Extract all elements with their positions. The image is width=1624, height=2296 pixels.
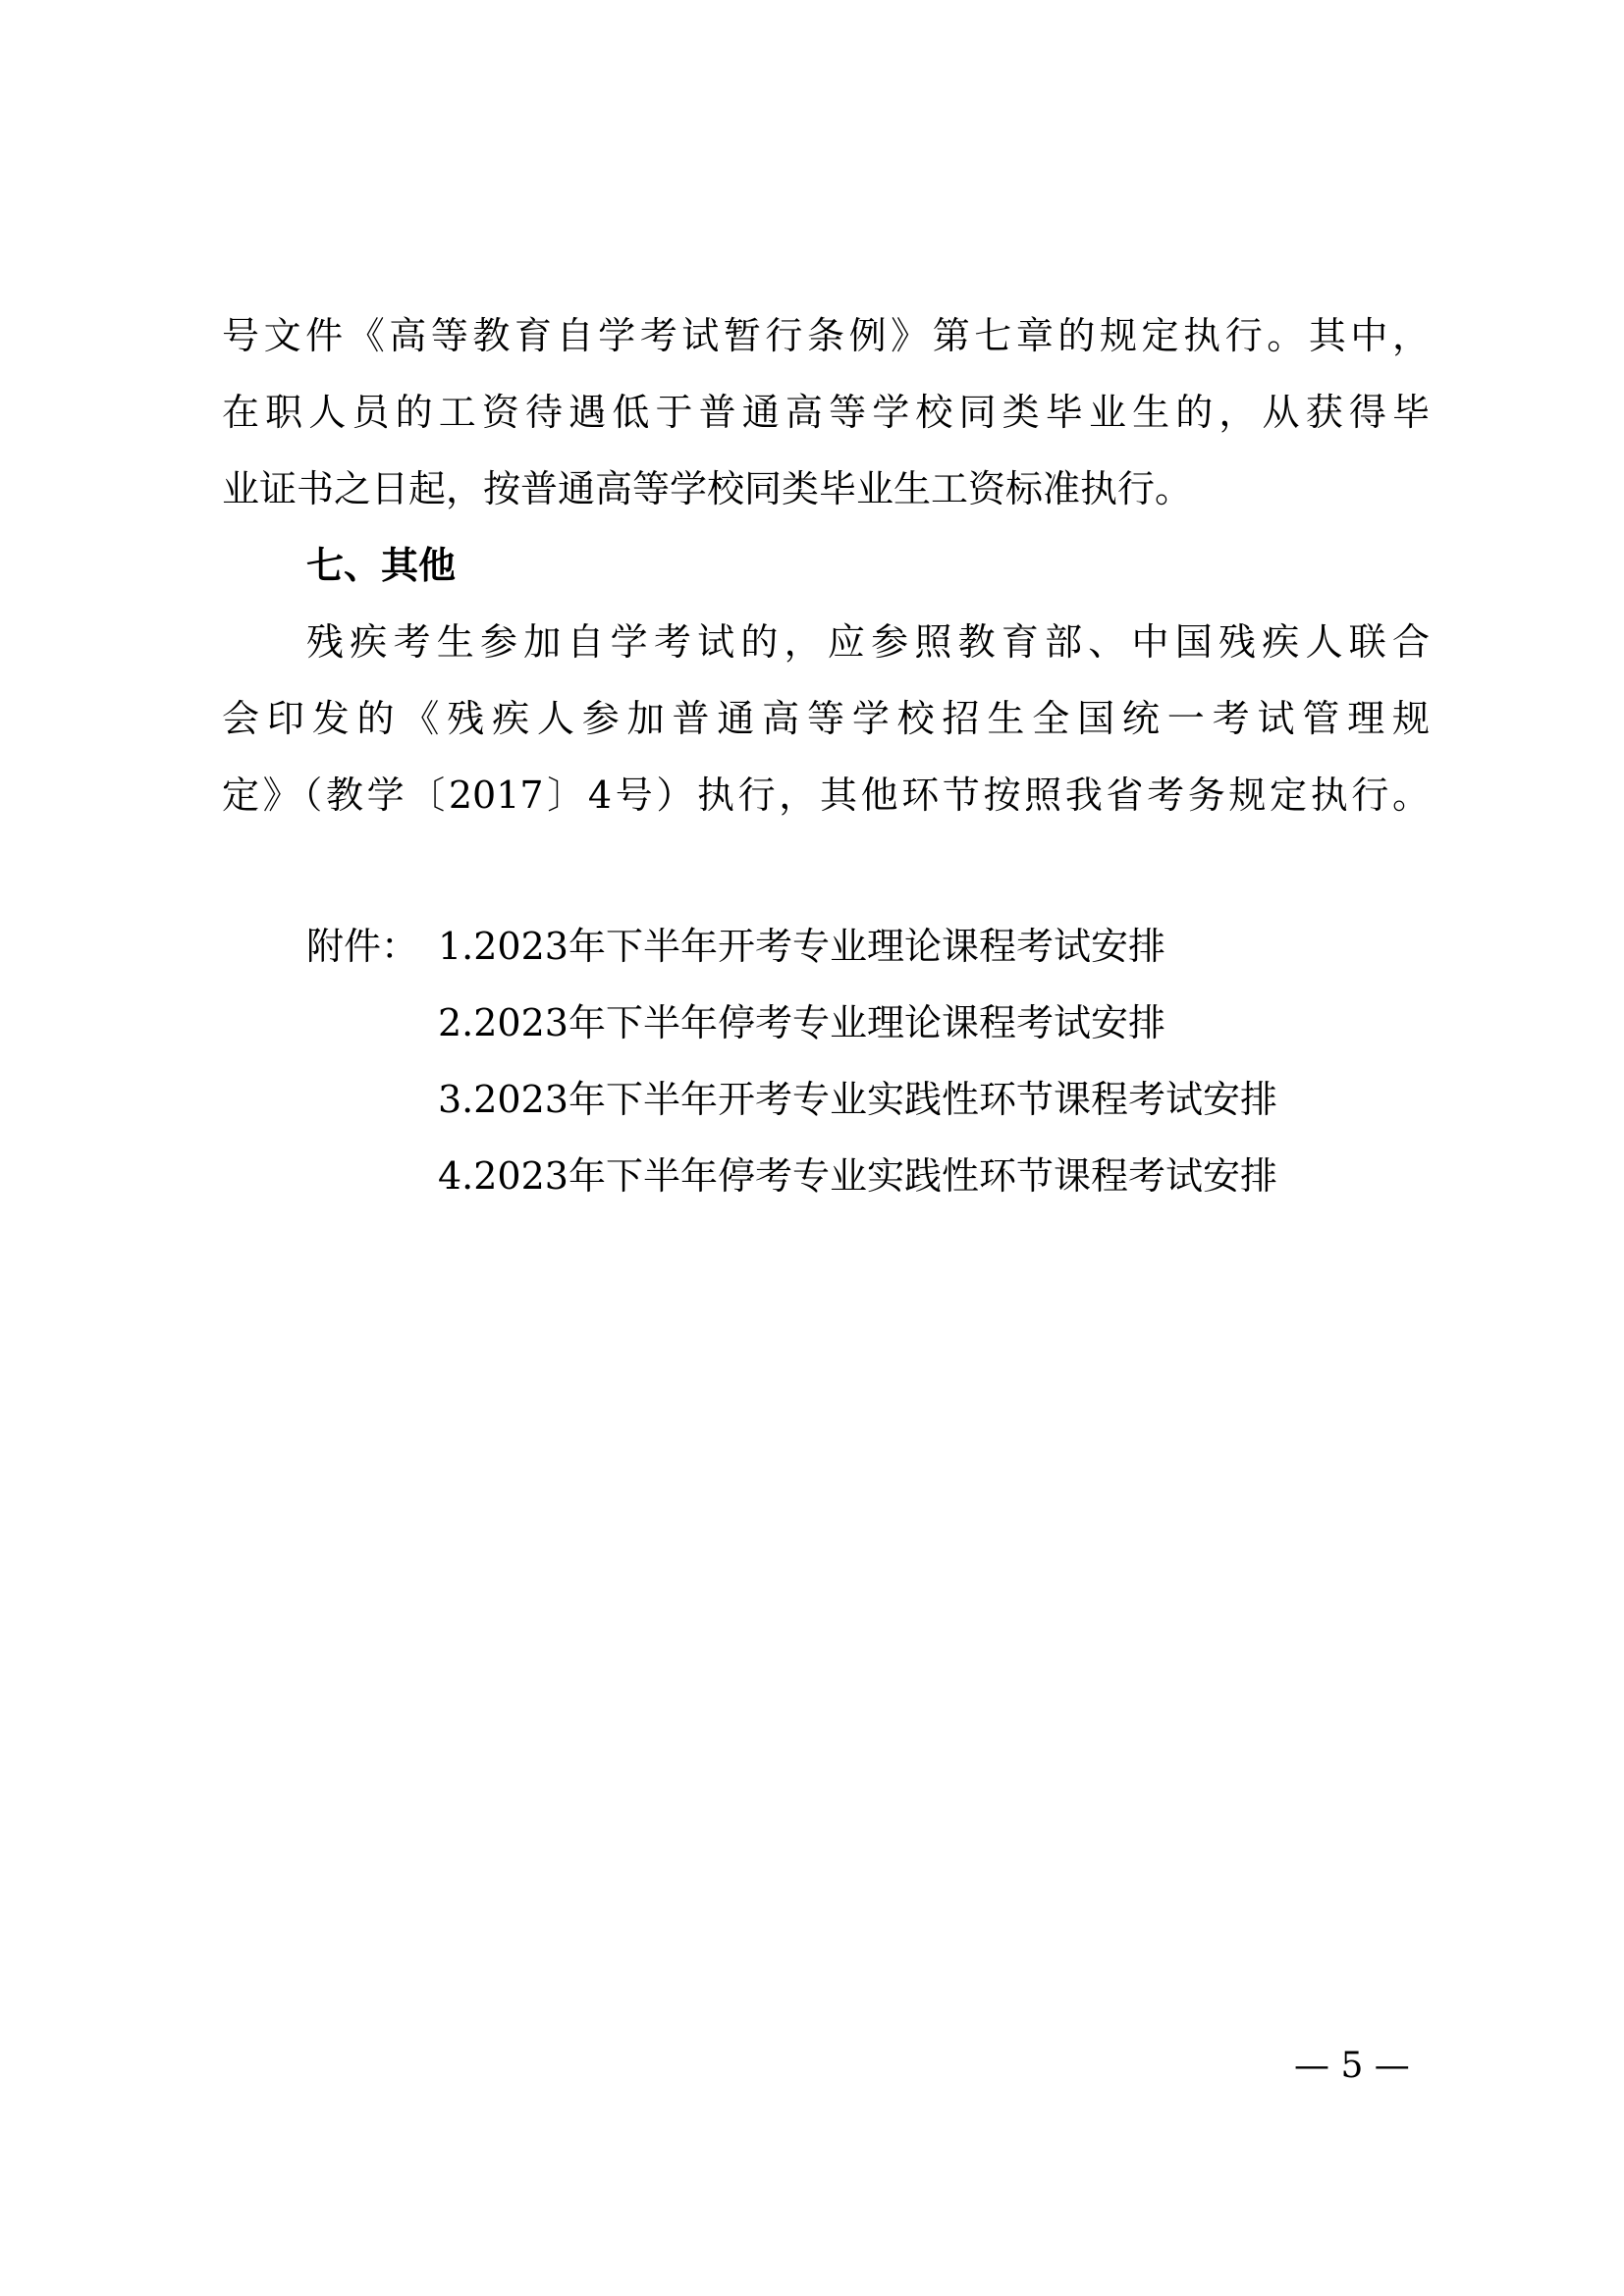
section-7-line-2: 会印发的《残疾人参加普通高等学校招生全国统一考试管理规: [222, 697, 1430, 740]
attachment-item: 1.2023年下半年开考专业理论课程考试安排: [438, 925, 1165, 968]
section-7-line-1: 残疾考生参加自学考试的，应参照教育部、中国残疾人联合: [306, 620, 1430, 664]
paragraph-1-line-3: 业证书之日起，按普通高等学校同类毕业生工资标准执行。: [222, 467, 1193, 510]
paragraph-1-line-1: 号文件《高等教育自学考试暂行条例》第七章的规定执行。其中，: [222, 314, 1430, 357]
attachments-label: 附件：: [306, 925, 419, 968]
attachment-item: 3.2023年下半年开考专业实践性环节课程考试安排: [438, 1078, 1277, 1121]
attachment-item: 4.2023年下半年停考专业实践性环节课程考试安排: [438, 1154, 1277, 1198]
paragraph-1-line-2: 在职人员的工资待遇低于普通高等学校同类毕业生的，从获得毕: [222, 391, 1430, 434]
attachment-item: 2.2023年下半年停考专业理论课程考试安排: [438, 1001, 1165, 1044]
page-number: — 5 —: [1294, 2046, 1410, 2086]
section-7-heading: 七、其他: [306, 544, 457, 587]
section-7-line-3: 定》（教学〔2017〕4号）执行，其他环节按照我省考务规定执行。: [222, 774, 1430, 817]
